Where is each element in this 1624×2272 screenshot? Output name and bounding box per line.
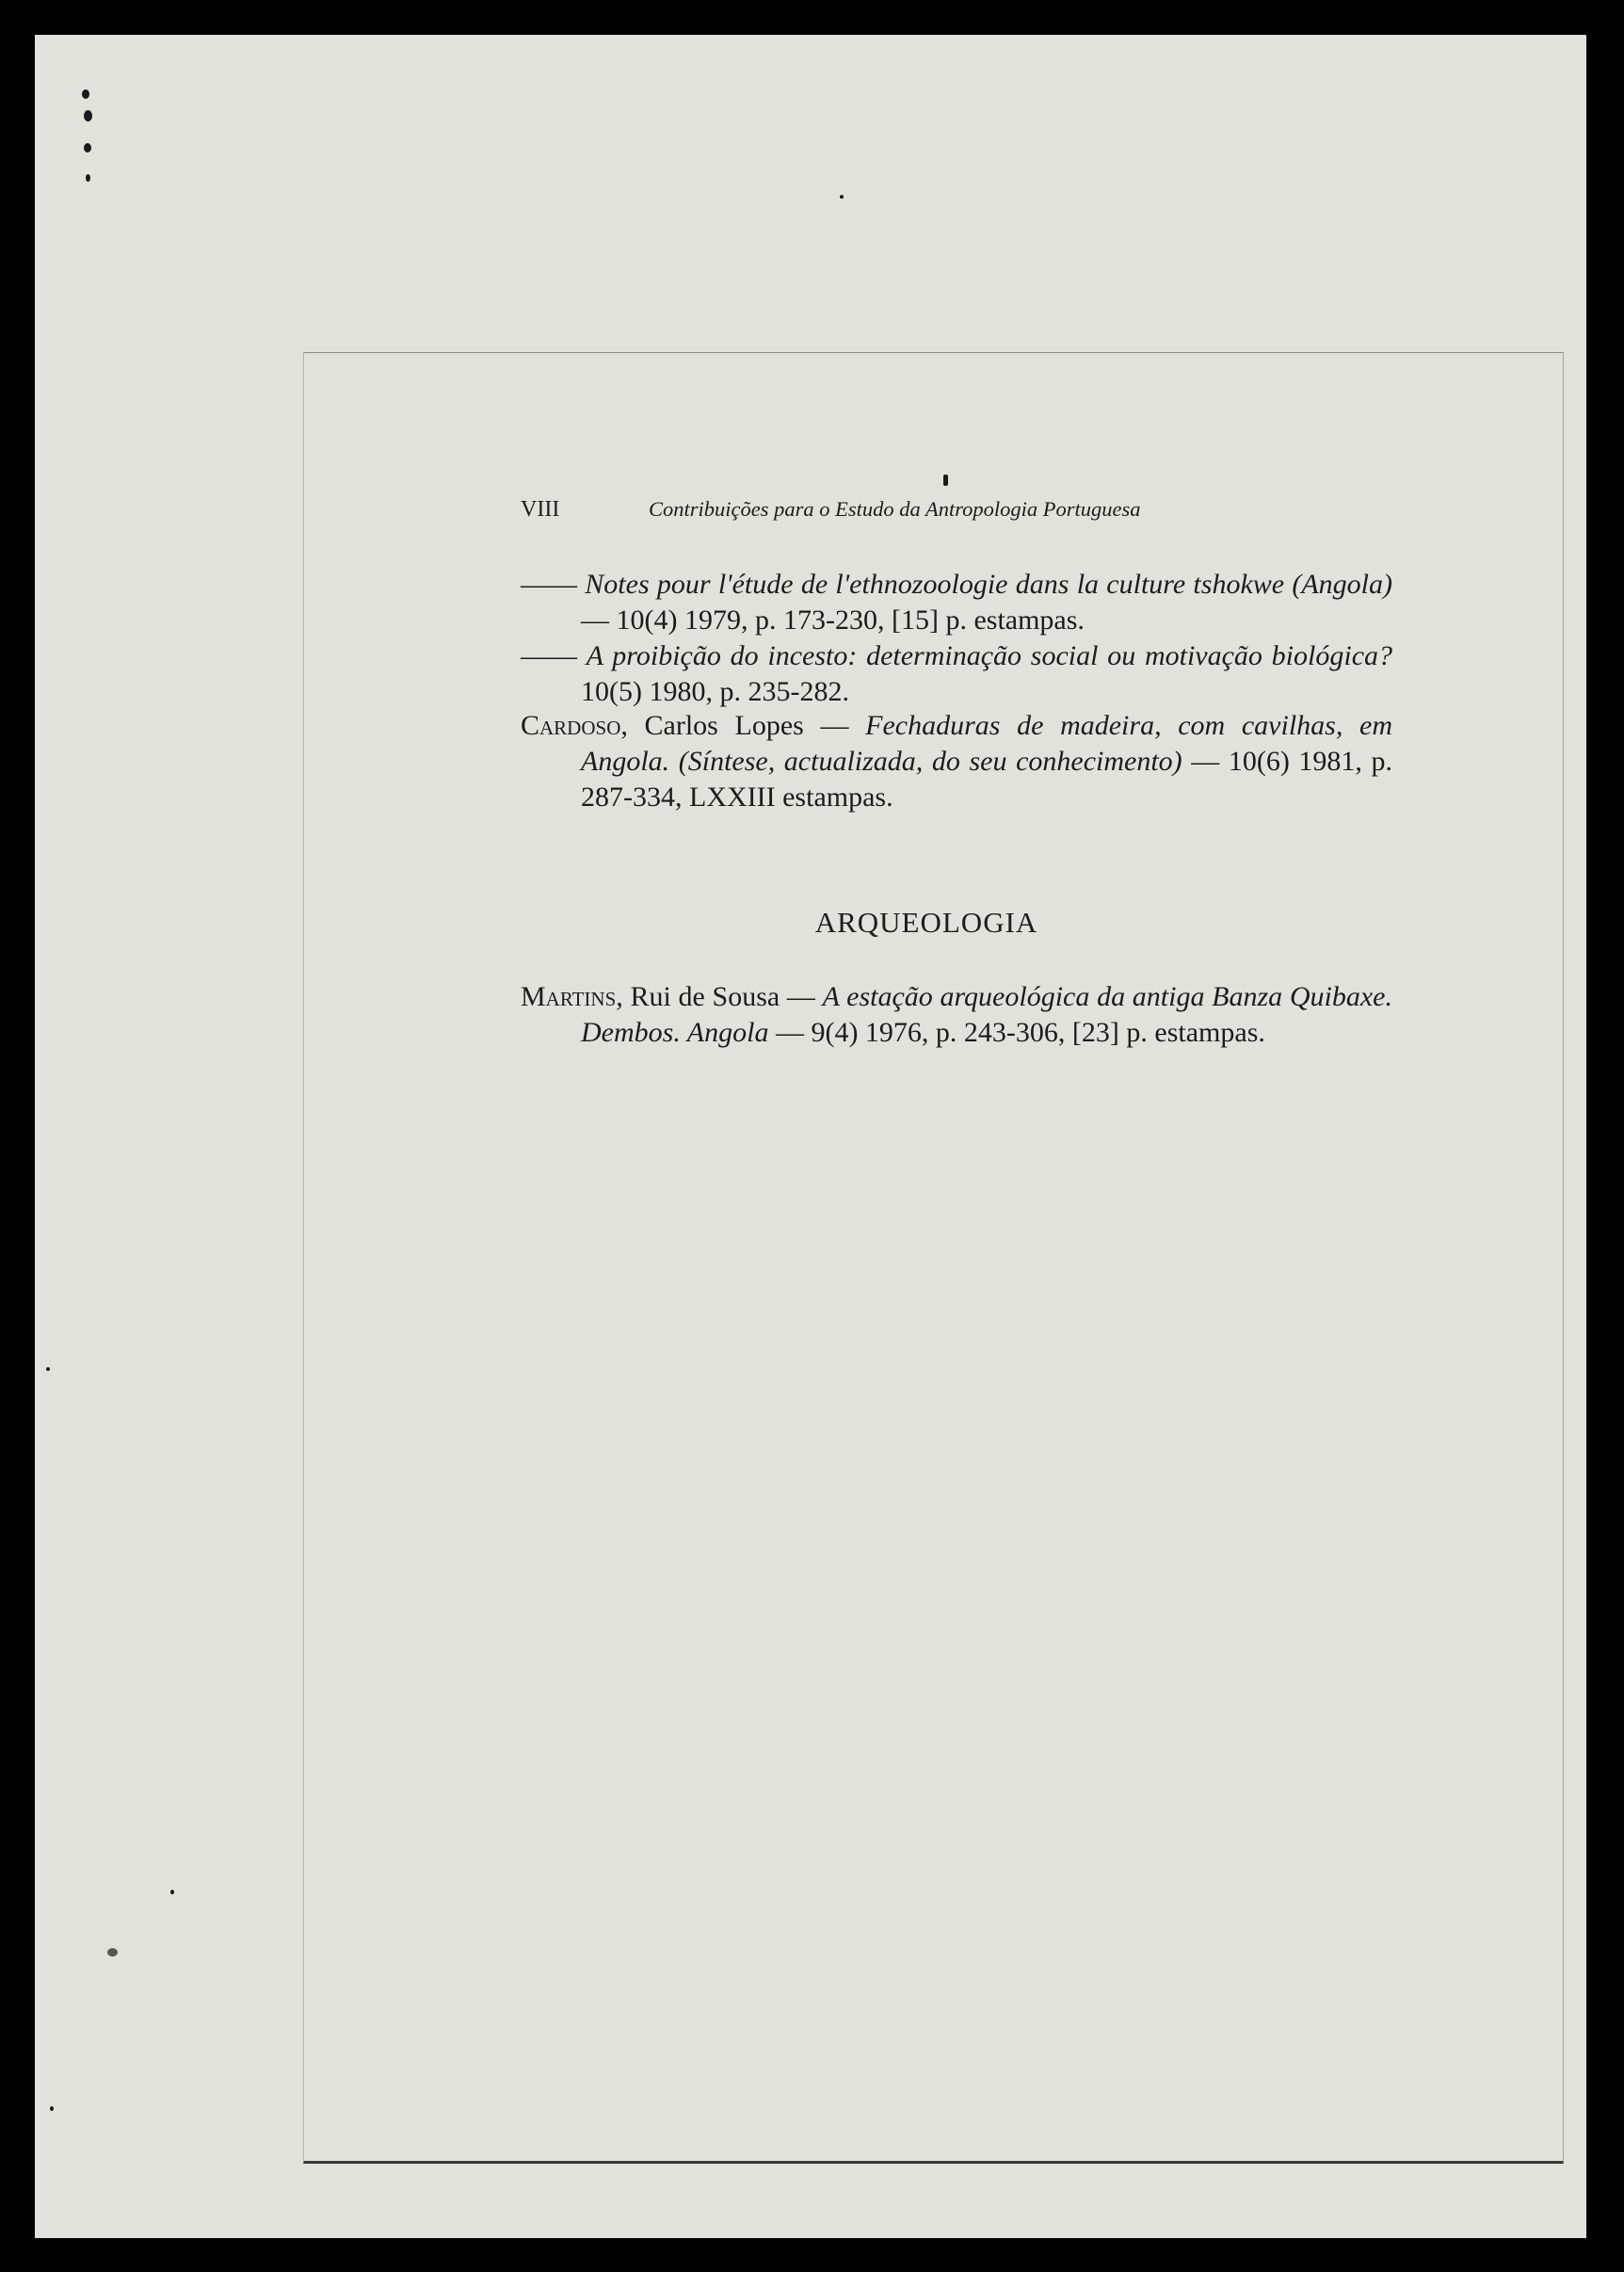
entry-citation: 10(5) 1980, p. 235-282. <box>581 676 849 707</box>
entry-title: A proibição do incesto: determinação social ou motivação biológica? <box>586 640 1393 671</box>
speck <box>50 2106 54 2111</box>
speck <box>840 195 844 199</box>
entry-citation: — 9(4) 1976, p. 243-306, [23] p. estampas. <box>768 1017 1265 1048</box>
page-number: VIII <box>521 497 560 522</box>
entry-title: A estação arqueológica da antiga Banza Quibaxe. Dembos. Angola <box>581 981 1392 1048</box>
punch-hole-mark <box>82 89 89 99</box>
entry-author: Martins <box>521 981 617 1012</box>
bibliography-entry: Cardoso, Carlos Lopes — Fechaduras de madeira, com cavilhas, em Angola. (Síntese, actualizada, do seu conhecimento) — 10(6) 1981, p. 287-334, LXXIII estampas. <box>521 710 1392 813</box>
bibliography-entry: —— Notes pour l'étude de l'ethnozoologie dans la culture tshokwe (Angola) — 10(4) 1979, p. 173-230, [15] p. estampas. <box>521 569 1392 636</box>
entry-title: Fechaduras de madeira, com cavilhas, em Angola. (Síntese, actualizada, do seu conhecimento) <box>581 710 1392 777</box>
speck <box>107 1948 118 1957</box>
speck <box>170 1890 174 1894</box>
punch-hole-mark <box>84 143 91 153</box>
bibliography-entry: —— A proibição do incesto: determinação social ou motivação biológica? 10(5) 1980, p. 235-282. <box>521 640 1393 707</box>
entry-author: Cardoso <box>521 710 621 741</box>
entry-citation: — 10(6) 1981, p. 287-334, LXXIII estampas. <box>581 746 1392 813</box>
punch-hole-mark <box>84 110 92 121</box>
section-heading: ARQUEOLOGIA <box>814 906 1038 939</box>
entry-title: Notes pour l'étude de l'ethnozoologie dans la culture tshokwe (Angola) <box>585 569 1392 600</box>
running-title: Contribuições para o Estudo da Antropologia Portuguesa <box>649 497 1141 521</box>
page-sheet <box>35 35 1586 2238</box>
punch-hole-mark <box>86 174 90 182</box>
bibliography-entry: Martins, Rui de Sousa — A estação arqueológica da antiga Banza Quibaxe. Dembos. Angola — 9(4) 1976, p. 243-306, [23] p. estampas. <box>521 981 1392 1048</box>
speck <box>46 1367 50 1371</box>
entry-citation: — 10(4) 1979, p. 173-230, [15] p. estampas. <box>581 604 1085 636</box>
running-head <box>521 497 1217 523</box>
